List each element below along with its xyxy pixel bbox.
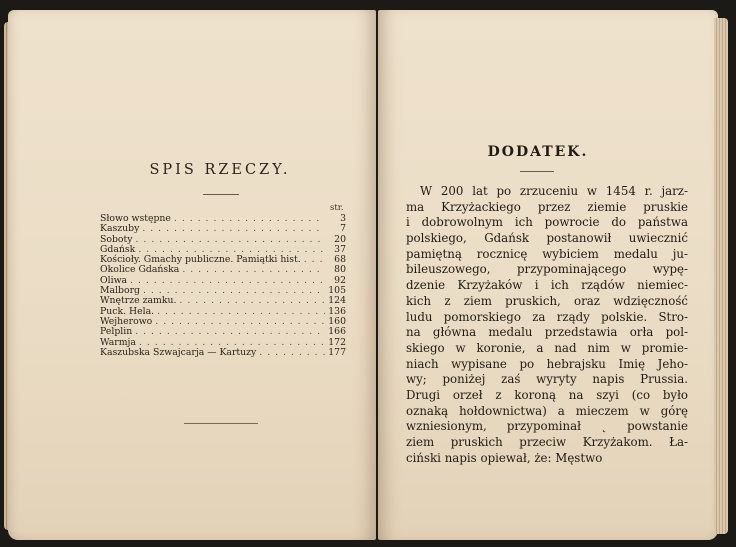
toc-entry-title: Wnętrze zamku. [100, 295, 177, 307]
toc-entry-title: Okolice Gdańska [100, 264, 180, 276]
text-line: oznaką hołdownictwa) a mieczem w górę [406, 403, 688, 418]
toc-leader [155, 317, 325, 327]
text-line: wy; poniżej zaś wyryty napis Prussia. [406, 372, 688, 387]
toc-entry-title: Puck. Hela. [100, 305, 155, 317]
text-line: Drugi orzeł z koroną na szyi (co było [406, 387, 688, 402]
toc-leader [135, 327, 325, 337]
toc-entry-page: 177 [328, 346, 346, 358]
toc-leader [182, 265, 325, 275]
toc-entry-title: Kościoły. Gmachy publiczne. Pamiątki hist. [100, 254, 301, 266]
toc-entry-page: 68 [334, 254, 346, 266]
right-page-edges [714, 18, 728, 534]
text-line: polskiego, Gdańsk postanowił uwiecznić [406, 231, 688, 246]
toc-entry-page: 37 [334, 243, 346, 255]
toc-entry [100, 235, 346, 245]
toc-entry [100, 224, 346, 234]
text-line: wzniesionym, przypominał ˛ powstanie [406, 419, 688, 434]
toc-entry [100, 317, 346, 327]
toc-entry-title: Gdańsk [100, 243, 136, 255]
toc-entry-page: 124 [328, 295, 346, 307]
text-line: ma Krzyżackiego przez ziemie pruskie [406, 199, 688, 214]
toc-end-rule [184, 423, 258, 424]
toc-entry-page: 172 [328, 336, 346, 348]
toc-leader [136, 235, 325, 245]
toc-entry-page: 3 [340, 213, 346, 224]
text-line: na główna medalu przedstawia orła pol- [406, 325, 688, 340]
text-line: W 200 lat po zrzuceniu w 1454 r. jarz- [420, 184, 688, 198]
toc-entry-title: Oliwa [100, 274, 128, 286]
text-line: bileuszowego, przypominającego wypę- [406, 262, 688, 277]
text-line: ziem pruskich przeciw Krzyżakom. Ła- [406, 435, 688, 449]
text-line: pamiętną rocznicę wybiciem medalu ju- [406, 246, 688, 261]
toc-leader [259, 348, 325, 358]
toc-entry-page: 80 [334, 264, 346, 276]
toc-entry-page: 160 [328, 315, 346, 327]
toc-leader [304, 255, 325, 265]
text-line: i dobrowolnym ich powrocie do państwa [406, 215, 688, 230]
toc-entry-title: Warmja [100, 336, 136, 348]
toc-title-rule [203, 194, 239, 195]
toc-leader [130, 276, 325, 286]
toc-entry-title: Wejherowo [100, 315, 153, 327]
text-line: kich z ziem pruskich, oraz wdzięczność [406, 293, 688, 308]
toc-entry-title: Soboty [100, 233, 133, 245]
toc-entry [100, 348, 346, 358]
text-line: ciński napis opiewał, że: Męstwo [406, 450, 603, 465]
toc-entry-title: Kaszubska Szwajcarja — Kartuzy [100, 346, 257, 358]
toc-leader [174, 214, 325, 224]
appendix-heading-rule [520, 171, 554, 172]
toc-leader [142, 224, 325, 234]
appendix-body [406, 184, 688, 466]
text-line: ludu pomorskiego za rządy polskie. Stro- [406, 309, 688, 324]
toc-entry-page: 136 [328, 305, 346, 317]
page-column-label: str. [330, 203, 344, 213]
toc-entry [100, 327, 346, 337]
toc-leader [179, 296, 325, 306]
toc-entry-page: 166 [328, 326, 346, 338]
text-line: skiego w koronie, a nad nim w promie- [406, 340, 688, 355]
toc-entry-title: Słowo wstępne [100, 213, 171, 224]
toc-entry [100, 265, 346, 275]
toc-entry-page: 20 [334, 233, 346, 245]
toc-leader [157, 307, 325, 317]
toc-entry-title: Pelplin [100, 326, 133, 338]
text-line: dzenie Krzyżaków i ich rządów niemiec- [406, 278, 688, 293]
toc-entry-page: 7 [340, 223, 346, 235]
appendix-heading: DODATEK. [487, 144, 589, 160]
text-line: niach wypisane po hebrajsku Imię Jeho- [406, 356, 688, 371]
toc-list [100, 214, 346, 358]
toc-title: SPIS RZECZY. [149, 162, 291, 178]
toc-entry-title: Malborg [100, 285, 140, 297]
toc-entry-page: 105 [328, 285, 346, 297]
toc-entry-title: Kaszuby [100, 223, 140, 235]
toc-entry-page: 92 [334, 274, 346, 286]
